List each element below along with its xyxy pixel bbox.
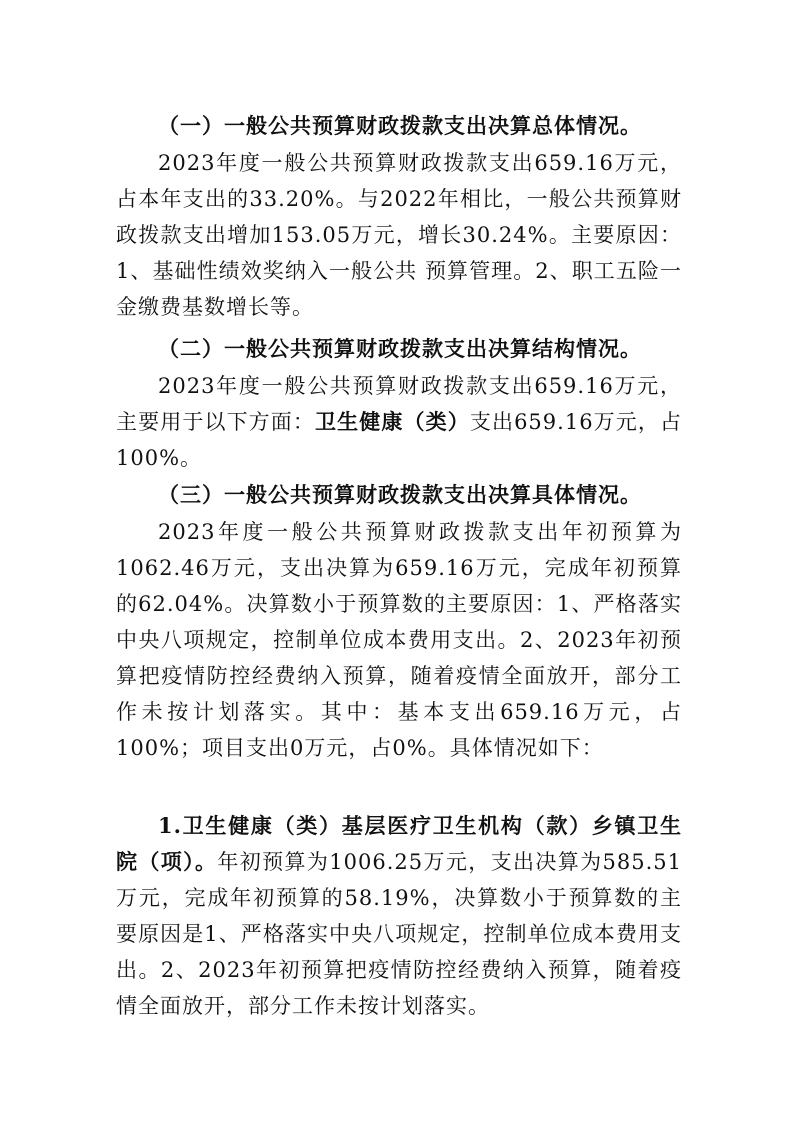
category-health-label: 卫生健康（类） bbox=[315, 409, 470, 434]
section-body-2-suffix: 支出659.16万元，占100%。 bbox=[116, 410, 683, 470]
item-1-paragraph bbox=[116, 808, 682, 1024]
section-heading-2: （二）一般公共预算财政拨款支出决算结构情况。 bbox=[158, 336, 642, 361]
item-1-body: 年初预算为1006.25万元，支出决算为585.51万元，完成年初预算的58.19%，决算数小于预算数的主要原因是1、严格落实中央八项规定，控制单位成本费用支出。2、2023年初预算把疫情防控经费纳入预算，随着疫情全面放开，部分工作未按计划落实。 bbox=[116, 850, 682, 1018]
section-body-2-prefix: 2023年度一般公共预算财政拨款支出659.16万元，主要用于以下方面： bbox=[116, 374, 682, 434]
section-heading-1: （一）一般公共预算财政拨款支出决算总体情况。 bbox=[158, 113, 642, 138]
section-heading-3: （三）一般公共预算财政拨款支出决算具体情况。 bbox=[158, 482, 642, 507]
section-body-2 bbox=[116, 368, 682, 476]
section-body-1: 2023年度一般公共预算财政拨款支出659.16万元，占本年支出的33.20%。与2022年相比，一般公共预算财政拨款支出增加153.05万元，增长30.24%。主要原因：1、基础性绩效奖纳入一般公共 预算管理。2、职工五险一金缴费基数增长等。 bbox=[116, 151, 682, 319]
item-1-title: 1.卫生健康（类）基层医疗卫生机构（款）乡镇卫生院（项）。 bbox=[116, 813, 682, 874]
section-body-3: 2023年度一般公共预算财政拨款支出年初预算为1062.46万元，支出决算为659.16万元，完成年初预算的62.04%。决算数小于预算数的主要原因：1、严格落实中央八项规定，控制单位成本费用支出。2、2023年初预算把疫情防控经费纳入预算，随着疫情全面放开，部分工作未按计划落实。其中：基本支出659.16万元，占100%；项目支出0万元，占0%。具体情况如下： bbox=[116, 520, 682, 760]
